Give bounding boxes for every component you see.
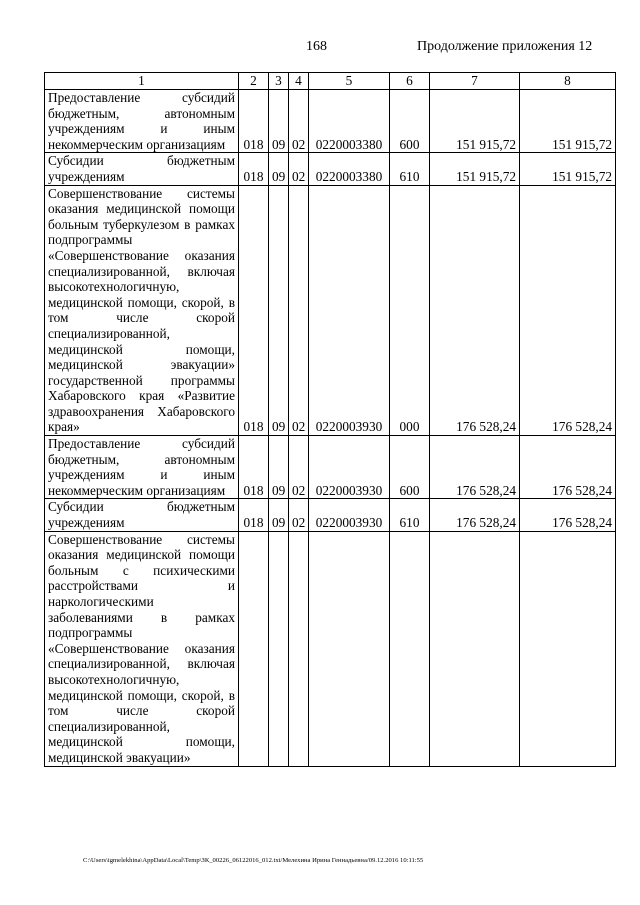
column-header: 8: [520, 73, 616, 90]
subsection-code: 02: [289, 153, 309, 185]
admin-code: 018: [239, 90, 269, 153]
row-name: Субсидии бюджетным учреждениям: [45, 153, 239, 185]
amount-col8: 151 915,72: [520, 90, 616, 153]
amount-col7: 176 528,24: [430, 499, 520, 531]
target-article: 0220003930: [309, 185, 390, 436]
admin-code: 018: [239, 436, 269, 499]
admin-code: [239, 531, 269, 766]
amount-col7: 176 528,24: [430, 185, 520, 436]
section-code: 09: [269, 153, 289, 185]
amount-col7: 151 915,72: [430, 153, 520, 185]
continuation-label: Продолжение приложения 12: [417, 39, 593, 54]
table-row: [45, 436, 616, 499]
subsection-code: [289, 531, 309, 766]
row-name: Совершенствование системы оказания медицинской помощи больным туберкулезом в рамках подпрограммы «Совершенствование оказания специализированной, включая высокотехнологичную, медицинской помощи, скорой, в том числе скорой специализированной, медицинской помощи, медицинской эвакуации» государственной программы Хабаровского края «Развитие здравоохранения Хабаровского края»: [45, 185, 239, 436]
amount-col8: 151 915,72: [520, 153, 616, 185]
expense-type: 610: [390, 153, 430, 185]
expense-type: 610: [390, 499, 430, 531]
row-name: Предоставление субсидий бюджетным, автономным учреждениям и иным некоммерческим организациям: [45, 90, 239, 153]
column-header: 3: [269, 73, 289, 90]
expense-type: 000: [390, 185, 430, 436]
section-code: 09: [269, 185, 289, 436]
amount-col8: 176 528,24: [520, 436, 616, 499]
column-header: 2: [239, 73, 269, 90]
row-name: Предоставление субсидий бюджетным, автономным учреждениям и иным некоммерческим организациям: [45, 436, 239, 499]
column-header: 5: [309, 73, 390, 90]
row-name: Совершенствование системы оказания медицинской помощи больным с психическими расстройствами и наркологическими заболеваниями в рамках подпрограммы «Совершенствование оказания специализированной, включая высокотехнологичную, медицинской помощи, скорой, в том числе скорой специализированной, медицинской помощи, медицинской эвакуации»: [45, 531, 239, 766]
column-header: 6: [390, 73, 430, 90]
amount-col8: 176 528,24: [520, 185, 616, 436]
amount-col8: 176 528,24: [520, 499, 616, 531]
table-row: [45, 153, 616, 185]
section-code: [269, 531, 289, 766]
target-article: 0220003930: [309, 436, 390, 499]
amount-col7: 176 528,24: [430, 436, 520, 499]
table-row: [45, 531, 616, 766]
subsection-code: 02: [289, 499, 309, 531]
target-article: [309, 531, 390, 766]
expense-type: [390, 531, 430, 766]
column-header: 7: [430, 73, 520, 90]
section-code: 09: [269, 499, 289, 531]
subsection-code: 02: [289, 436, 309, 499]
table-row: [45, 185, 616, 436]
target-article: 0220003380: [309, 90, 390, 153]
column-header: 1: [45, 73, 239, 90]
admin-code: 018: [239, 185, 269, 436]
amount-col7: [430, 531, 520, 766]
subsection-code: 02: [289, 185, 309, 436]
page-number: 168: [306, 39, 327, 54]
target-article: 0220003380: [309, 153, 390, 185]
row-name: Субсидии бюджетным учреждениям: [45, 499, 239, 531]
section-code: 09: [269, 436, 289, 499]
expense-type: 600: [390, 90, 430, 153]
subsection-code: 02: [289, 90, 309, 153]
admin-code: 018: [239, 153, 269, 185]
section-code: 09: [269, 90, 289, 153]
table-row: [45, 499, 616, 531]
target-article: 0220003930: [309, 499, 390, 531]
amount-col7: 151 915,72: [430, 90, 520, 153]
column-header: 4: [289, 73, 309, 90]
file-path-footer: C:\Users\igmelekhina\AppData\Local\Temp\ЗК_00226_06122016_012.txt/Мелехина Ирина Геннадьевна/09.12.2016 10:11:55: [83, 857, 424, 864]
expense-type: 600: [390, 436, 430, 499]
budget-table: [44, 72, 616, 767]
amount-col8: [520, 531, 616, 766]
header-row: [45, 73, 616, 90]
table-row: [45, 90, 616, 153]
admin-code: 018: [239, 499, 269, 531]
